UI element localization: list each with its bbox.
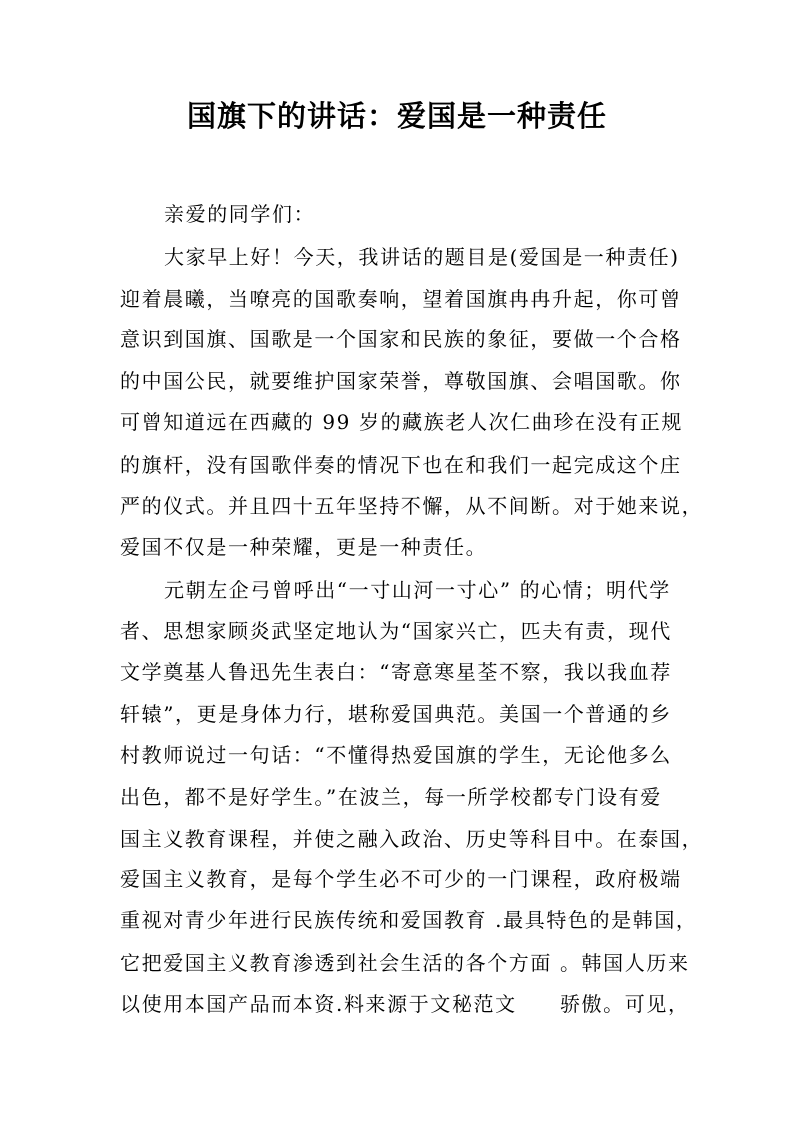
text-line: 可曾知道远在西藏的 99 岁的藏族老人次仁曲珍在没有正规 — [120, 410, 683, 434]
text-line: 大家早上好！今天，我讲话的题目是(爱国是一种责任) — [164, 245, 680, 269]
text-line: 文学奠基人鲁迅先生表白：“寄意寒星荃不察，我以我血荐 — [120, 660, 672, 684]
text-line: 以使用本国产品而本资.料来源于文秘范文 骄傲。可见， — [120, 992, 690, 1016]
text-line: 的旗杆，没有国歌伴奏的情况下也在和我们一起完成这个庄 — [120, 453, 682, 477]
text-line: 的中国公民，就要维护国家荣誉，尊敬国旗、会唱国歌。你 — [120, 369, 682, 393]
text-line: 爱国不仅是一种荣耀，更是一种责任。 — [120, 535, 488, 559]
text-line: 意识到国旗、国歌是一个国家和民族的象征，要做一个合格 — [120, 327, 682, 351]
text-line: 亲爱的同学们： — [164, 202, 316, 226]
text-line: 严的仪式。并且四十五年坚持不懈，从不间断。对于她来说， — [120, 494, 704, 518]
text-line: 者、思想家顾炎武坚定地认为“国家兴亡，匹夫有责，现代 — [120, 619, 672, 643]
document-title: 国旗下的讲话：爱国是一种责任 — [186, 99, 607, 133]
text-line: 国主义教育课程，并使之融入政治、历史等科目中。在泰国， — [120, 827, 704, 851]
text-line: 轩辕”，更是身体力行，堪称爱国典范。美国一个普通的乡 — [120, 702, 672, 726]
text-line: 村教师说过一句话：“不懂得热爱国旗的学生，无论他多么 — [120, 743, 672, 767]
text-line: 它把爱国主义教育渗透到社会生活的各个方面 。韩国人历来 — [120, 951, 690, 975]
text-line: 元朝左企弓曾呼出“一寸山河一寸心” 的心情；明代学 — [164, 578, 671, 602]
text-line: 重视对青少年进行民族传统和爱国教育 .最具特色的是韩国， — [120, 908, 698, 932]
text-line: 爱国主义教育，是每个学生必不可少的一门课程，政府极端 — [120, 867, 682, 891]
text-line: 迎着晨曦，当嘹亮的国歌奏响，望着国旗冉冉升起，你可曾 — [120, 287, 682, 311]
text-line: 出色，都不是好学生。”在波兰，每一所学校都专门设有爱 — [120, 785, 662, 809]
